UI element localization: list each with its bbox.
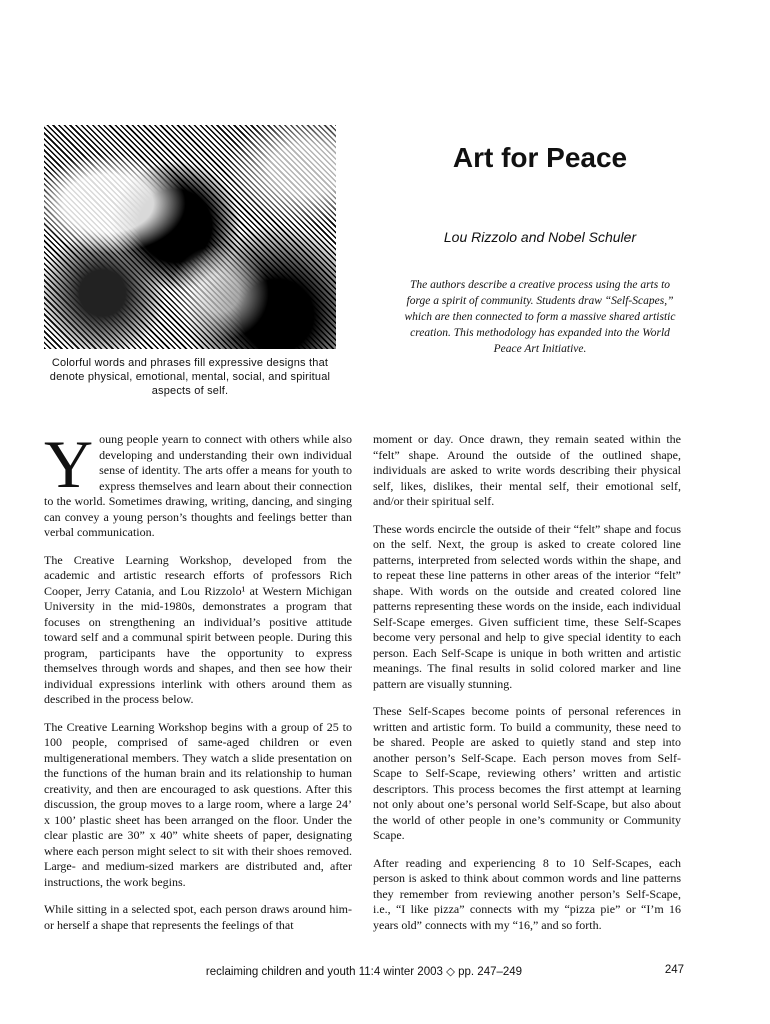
paragraph: After reading and experiencing 8 to 10 Self-Scapes, each person is asked to think about common words and line patterns they remember from reviewing another person’s Self-Scape, i.e., “I like pizza” connects with my “pizza pie” or “I’m 16 years old” connects with my “16,” and so forth. <box>373 855 681 932</box>
halftone-photo <box>44 125 336 349</box>
paragraph: The Creative Learning Workshop begins with a group of 25 to 100 people, comprised of same-aged children or even multigenerational members. They watch a slide presentation on the functions of the human brain and its relationship to human creativity, and then are encouraged to ask questions. After this discussion, the group moves to a large room, where a large 24’ x 100’ plastic sheet has been arranged on the floor. Under the clear plastic are 30” x 40” white sheets of paper, designating where each person might select to sit with their shoes removed. Large- and medium-sized markers are distributed and, after instructions, the work begins. <box>44 719 352 889</box>
drop-cap: Y <box>44 426 94 502</box>
paragraph: moment or day. Once drawn, they remain seated within the “felt” shape. Around the outside of the outlined shape, individuals are asked to write words describing their physical self, likes, dislikes, their mental self, their emotional self, and/or their spiritual self. <box>373 432 681 508</box>
page-number: 247 <box>664 964 684 976</box>
body-column-left <box>44 426 352 945</box>
page-footer <box>44 964 684 980</box>
body-column-right <box>373 432 681 945</box>
paragraph <box>44 426 352 541</box>
paragraph: These Self-Scapes become points of personal references in written and artistic form. To build a community, these need to be shared. People are asked to quietly stand and step into another person’s Self-Scape. Each person moves from Self-Scape to Self-Scape, reviewing others’ written and artistic descriptors. This process becomes the first attempt at learning not only about one’s personal world Self-Scape, but also about the world of other people in one’s community or Community Scape. <box>373 704 681 842</box>
article-title: Art for Peace <box>452 142 628 173</box>
figure-caption: Colorful words and phrases fill expressive designs that denote physical, emotional, mental, social, and spiritual aspects of self. <box>49 357 331 397</box>
article-authors: Lou Rizzolo and Nobel Schuler <box>443 229 637 245</box>
paragraph: These words encircle the outside of their “felt” shape and focus on the self. Next, the group is asked to create colored line patterns, interpreted from selected words within the shape, and to repeat these line patterns in other areas of the interior “felt” shape. With words on the outside and created colored line patterns representing these words on the inside, each individual Self-Scape emerges. Given sufficient time, these Self-Scapes become very personal and help to give special identity to each person. Each Self-Scape is unique in both written and artistic meanings. The final results in solid colored marker and line pattern are visually stunning. <box>373 521 681 691</box>
paragraph: The Creative Learning Workshop, developed from the academic and artistic research efforts of professors Rich Cooper, Jerry Catania, and Lou Rizzolo¹ at Western Michigan University in the mid-1980s, demonstrates a program that focuses on strengthening an individual’s positive attitude toward self and a communal spirit between people. During this program, participants have the opportunity to express themselves through words and shapes, and then see how their individual expressions interlink with others around them as described in the process below. <box>44 552 352 706</box>
paragraph-text: oung people yearn to connect with others while also developing and understanding their own individual sense of identity. The arts offer a means for youth to express themselves and learn about their connection to the world. Sometimes drawing, writing, dancing, and singing can convey a young person’s thoughts and feelings better than verbal communication. <box>44 432 352 539</box>
journal-citation: reclaiming children and youth 11:4 winter 2003 ◇ pp. 247–249 <box>205 966 523 978</box>
paragraph: While sitting in a selected spot, each person draws around him- or herself a shape that represents the feelings of that <box>44 902 352 932</box>
article-abstract: The authors describe a creative process using the arts to forge a spirit of community. Students draw “Self-Scapes,” which are then connected to form a massive shared artistic creation. This methodology has expanded into the World Peace Art Initiative. <box>404 279 676 355</box>
